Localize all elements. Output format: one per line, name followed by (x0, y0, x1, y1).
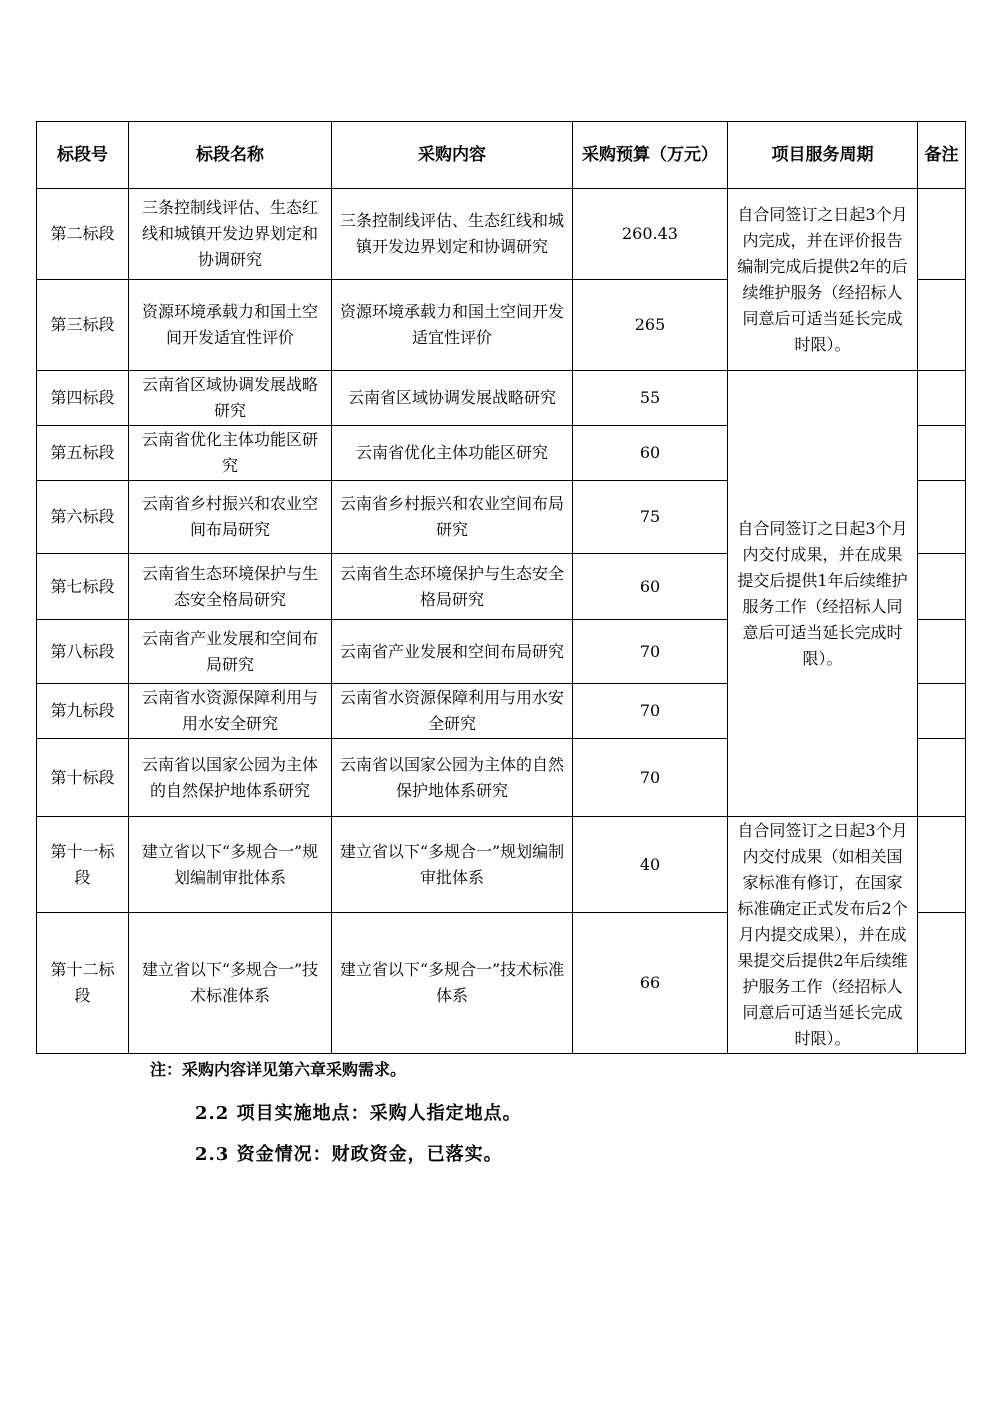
bid-section-table (36, 121, 966, 1054)
cell-budget: 265 (573, 280, 728, 371)
cell-budget: 70 (573, 684, 728, 739)
cell-remark (918, 426, 966, 481)
cell-content: 三条控制线评估、生态红线和城镇开发边界划定和协调研究 (332, 189, 573, 280)
cell-remark (918, 371, 966, 426)
cell-content: 云南省区域协调发展战略研究 (332, 371, 573, 426)
cell-section-no: 第六标段 (37, 481, 129, 554)
header-content: 采购内容 (332, 122, 573, 189)
cell-section-no: 第九标段 (37, 684, 129, 739)
cell-budget: 260.43 (573, 189, 728, 280)
cell-budget: 55 (573, 371, 728, 426)
header-remark: 备注 (918, 122, 966, 189)
cell-section-name: 云南省优化主体功能区研究 (129, 426, 332, 481)
table-header-row (37, 122, 966, 189)
cell-section-name: 云南省水资源保障利用与用水安全研究 (129, 684, 332, 739)
cell-section-name: 云南省区域协调发展战略研究 (129, 371, 332, 426)
cell-section-no: 第十二标段 (37, 913, 129, 1054)
cell-section-no: 第七标段 (37, 554, 129, 620)
cell-section-name: 资源环境承载力和国土空间开发适宜性评价 (129, 280, 332, 371)
cell-remark (918, 817, 966, 913)
cell-content: 云南省乡村振兴和农业空间布局研究 (332, 481, 573, 554)
cell-remark (918, 739, 966, 817)
cell-remark (918, 189, 966, 280)
cell-section-name: 云南省乡村振兴和农业空间布局研究 (129, 481, 332, 554)
cell-service-period: 自合同签订之日起3个月内完成，并在评价报告编制完成后提供2年的后续维护服务（经招标人同意后可适当延长完成时限）。 (728, 189, 918, 371)
cell-section-name: 云南省以国家公园为主体的自然保护地体系研究 (129, 739, 332, 817)
cell-service-period: 自合同签订之日起3个月内交付成果（如相关国家标准有修订，在国家标准确定正式发布后2个月内提交成果），并在成果提交后提供2年后续维护服务工作（经招标人同意后可适当延长完成时限）。 (728, 817, 918, 1054)
header-budget: 采购预算（万元） (573, 122, 728, 189)
header-section-name: 标段名称 (129, 122, 332, 189)
paragraph-project-location: 2.2 项目实施地点：采购人指定地点。 (195, 1103, 522, 1124)
cell-budget: 60 (573, 554, 728, 620)
cell-section-no: 第五标段 (37, 426, 129, 481)
cell-section-name: 建立省以下“多规合一”规划编制审批体系 (129, 817, 332, 913)
cell-content: 云南省优化主体功能区研究 (332, 426, 573, 481)
cell-budget: 70 (573, 739, 728, 817)
cell-budget: 60 (573, 426, 728, 481)
cell-remark (918, 481, 966, 554)
cell-remark (918, 280, 966, 371)
cell-section-no: 第十一标段 (37, 817, 129, 913)
cell-section-no: 第二标段 (37, 189, 129, 280)
cell-section-no: 第三标段 (37, 280, 129, 371)
header-period: 项目服务周期 (728, 122, 918, 189)
cell-content: 云南省以国家公园为主体的自然保护地体系研究 (332, 739, 573, 817)
cell-content: 云南省水资源保障利用与用水安全研究 (332, 684, 573, 739)
cell-section-name: 云南省产业发展和空间布局研究 (129, 620, 332, 684)
table-row (37, 817, 966, 913)
cell-section-name: 三条控制线评估、生态红线和城镇开发边界划定和协调研究 (129, 189, 332, 280)
cell-budget: 70 (573, 620, 728, 684)
cell-budget: 75 (573, 481, 728, 554)
cell-remark (918, 913, 966, 1054)
paragraph-funding: 2.3 资金情况：财政资金，已落实。 (195, 1144, 503, 1165)
cell-budget: 40 (573, 817, 728, 913)
cell-content: 云南省产业发展和空间布局研究 (332, 620, 573, 684)
cell-section-no: 第八标段 (37, 620, 129, 684)
cell-content: 建立省以下“多规合一”技术标准体系 (332, 913, 573, 1054)
table-row (37, 189, 966, 280)
header-section-no: 标段号 (37, 122, 129, 189)
table-row (37, 371, 966, 426)
cell-remark (918, 684, 966, 739)
cell-content: 云南省生态环境保护与生态安全格局研究 (332, 554, 573, 620)
table-note: 注：采购内容详见第六章采购需求。 (150, 1060, 407, 1079)
cell-content: 资源环境承载力和国土空间开发适宜性评价 (332, 280, 573, 371)
cell-budget: 66 (573, 913, 728, 1054)
cell-section-name: 建立省以下“多规合一”技术标准体系 (129, 913, 332, 1054)
cell-section-no: 第十标段 (37, 739, 129, 817)
cell-remark (918, 554, 966, 620)
cell-section-name: 云南省生态环境保护与生态安全格局研究 (129, 554, 332, 620)
cell-content: 建立省以下“多规合一”规划编制审批体系 (332, 817, 573, 913)
cell-service-period: 自合同签订之日起3个月内交付成果，并在成果提交后提供1年后续维护服务工作（经招标人同意后可适当延长完成时限）。 (728, 371, 918, 817)
cell-section-no: 第四标段 (37, 371, 129, 426)
cell-remark (918, 620, 966, 684)
